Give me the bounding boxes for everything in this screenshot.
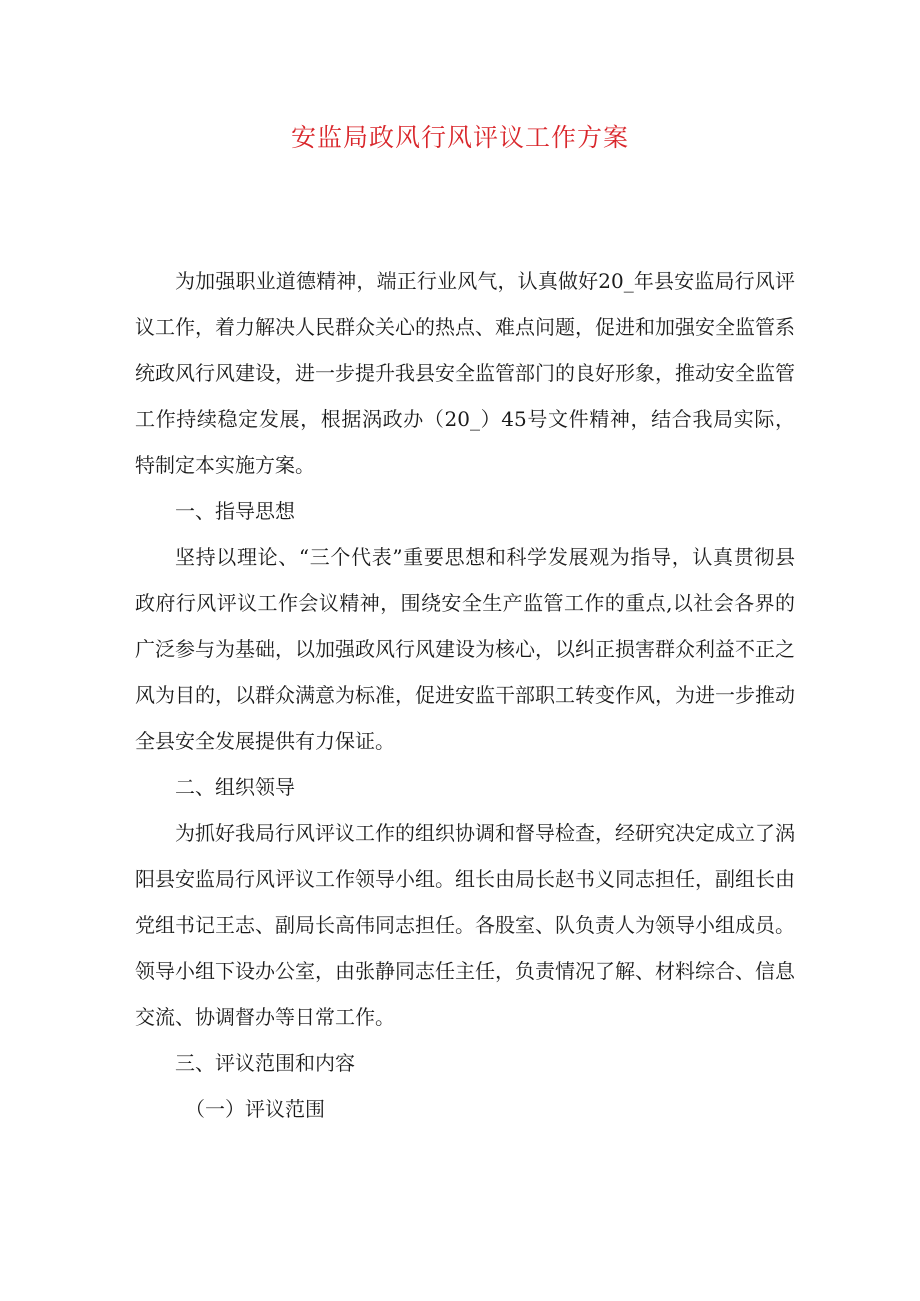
guiding-ideology-paragraph: 坚持以理论、“三个代表”重要思想和科学发展观为指导，认真贯彻县政府行风评议工作会议精神，围绕安全生产监管工作的重点,以社会各界的广泛参与为基础，以加强政风行风建设为核心，以纠正损害群众利益不正之风为目的，以群众满意为标准，促进安监干部职工转变作风，为进一步推动全县安全发展提供有力保证。 bbox=[135, 545, 795, 753]
section-heading-guiding-ideology: 一、指导思想 bbox=[175, 499, 295, 523]
document-body bbox=[135, 258, 795, 1132]
subsection-heading-scope: （一）评议范围 bbox=[185, 1097, 325, 1121]
intro-paragraph: 为加强职业道德精神，端正行业风气，认真做好20_年县安监局行风评议工作，着力解决人民群众关心的热点、难点问题，促进和加强安全监管系统政风行风建设，进一步提升我县安全监管部门的良好形象，推动安全监管工作持续稳定发展，根据涡政办（20_）45号文件精神，结合我局实际，特制定本实施方案。 bbox=[135, 269, 795, 477]
section-heading-scope-content: 三、评议范围和内容 bbox=[175, 1051, 355, 1075]
document-title: 安监局政风行风评议工作方案 bbox=[290, 123, 629, 152]
leadership-paragraph: 为抓好我局行风评议工作的组织协调和督导检查，经研究决定成立了涡阳县安监局行风评议工作领导小组。组长由局长赵书义同志担任，副组长由党组书记王志、副局长高伟同志担任。各股室、队负责人为领导小组成员。领导小组下设办公室，由张静同志任主任，负责情况了解、材料综合、信息交流、协调督办等日常工作。 bbox=[135, 821, 795, 1029]
section-heading-leadership: 二、组织领导 bbox=[175, 775, 295, 799]
